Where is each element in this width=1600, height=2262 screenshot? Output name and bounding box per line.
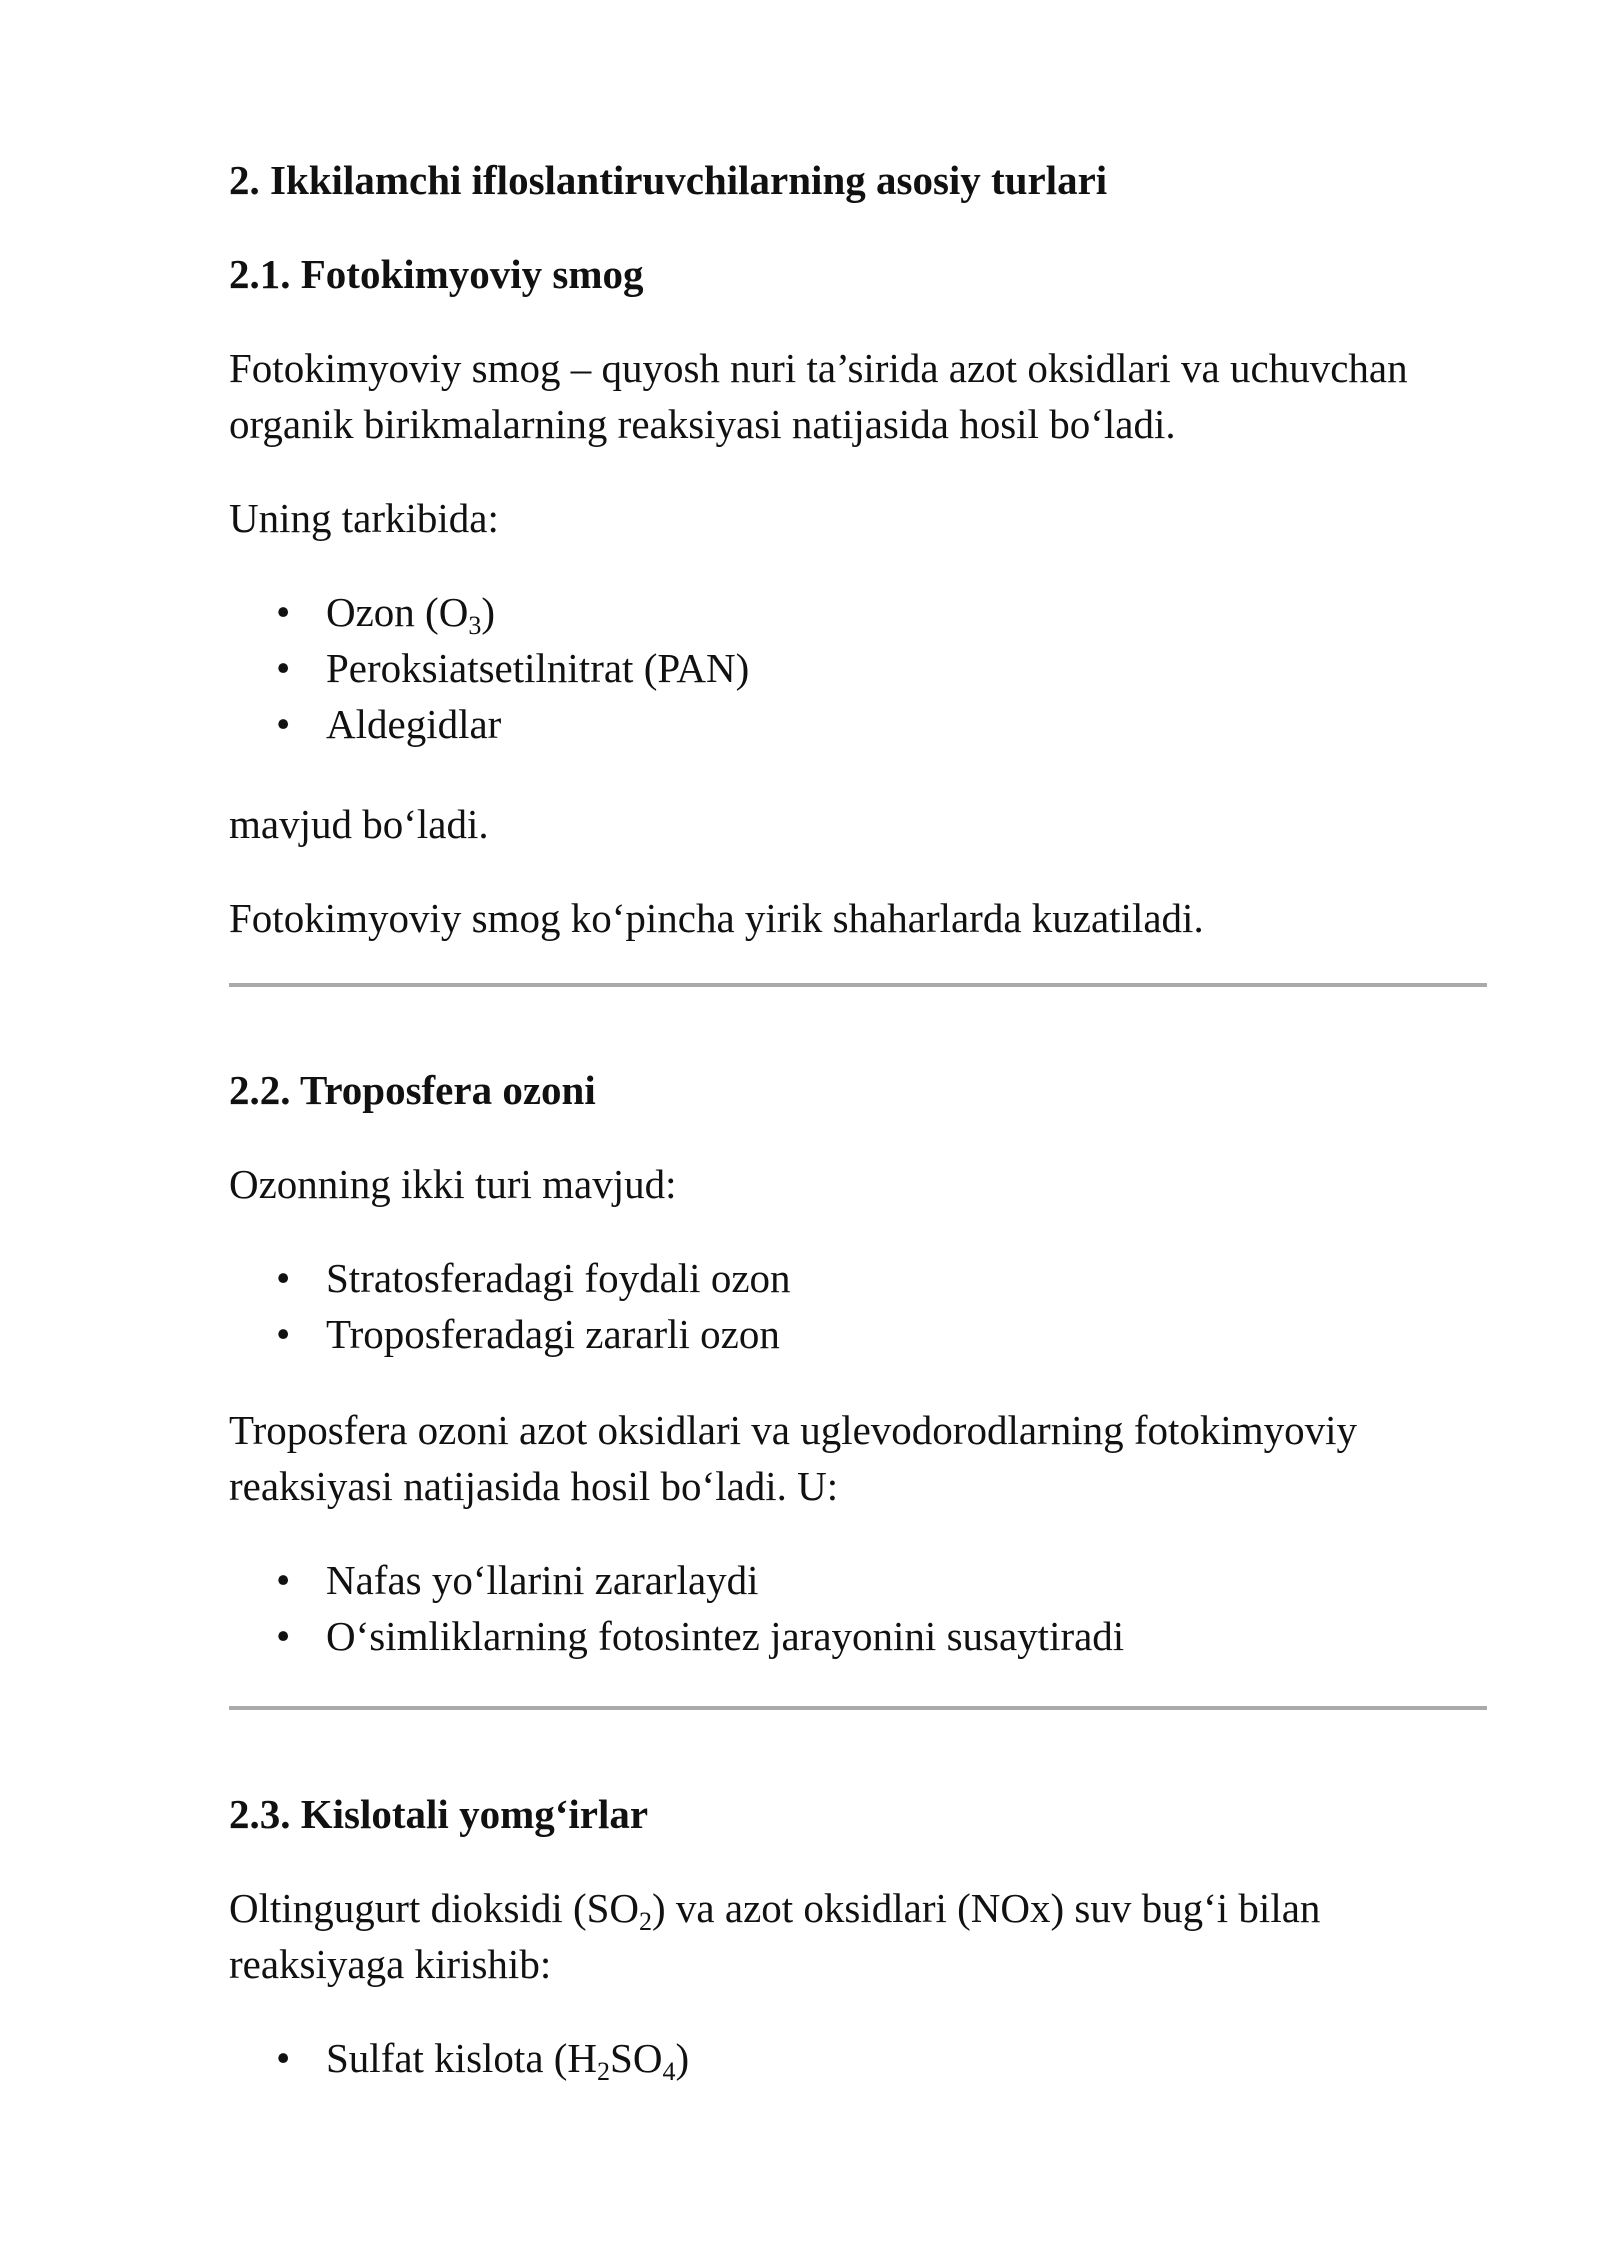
section-heading: [229, 152, 1487, 208]
list-item-text: ): [481, 589, 495, 635]
paragraph-line: Fotokimyoviy smog – quyosh nuri ta’sirida azot oksidlari va uchuvchan: [229, 345, 1408, 391]
paragraph-smog-cities: [229, 890, 1487, 946]
bullet-icon: •: [276, 645, 291, 691]
list-item: [229, 2030, 1487, 2086]
paragraph-smog-definition: [229, 340, 1487, 452]
subscript: 4: [662, 2057, 676, 2086]
section-divider: [229, 983, 1487, 987]
bullet-icon: •: [276, 1255, 291, 1301]
acid-products-list: [229, 2030, 1487, 2086]
list-item: [229, 584, 1487, 640]
subscript: 2: [597, 2057, 611, 2086]
bullet-icon: •: [276, 1311, 291, 1357]
list-item-text: O‘simliklarning fotosintez jarayonini susaytiradi: [326, 1613, 1125, 1659]
list-item-text: Troposferadagi zararli ozon: [326, 1311, 780, 1357]
bullet-icon: •: [276, 701, 291, 747]
section-divider: [229, 1706, 1487, 1710]
list-item-text: Nafas yo‘llarini zararlaydi: [326, 1557, 759, 1603]
paragraph-acid-rain: [229, 1880, 1487, 1992]
text-span: Oltingugurt dioksidi (SO: [229, 1885, 640, 1931]
paragraph-line: [229, 1880, 1487, 1936]
composition-list: [229, 584, 1487, 752]
list-item-text: SO: [610, 2035, 663, 2081]
paragraph-line: Troposfera ozoni azot oksidlari va uglevodorodlarning fotokimyoviy: [229, 1407, 1358, 1453]
paragraph-line: organik birikmalarning reaksiyasi natijasida hosil bo‘ladi.: [229, 401, 1176, 447]
subsection-heading-2-1: [229, 246, 1487, 302]
paragraph-text: Ozonning ikki turi mavjud:: [229, 1161, 677, 1207]
text-span: ) va azot oksidlari (NOx) suv bug‘i bilan: [652, 1885, 1321, 1931]
bullet-icon: •: [276, 2035, 291, 2081]
paragraph-text: mavjud bo‘ladi.: [229, 801, 489, 847]
subscript: 2: [639, 1907, 653, 1936]
list-item-text: Peroksiatsetilnitrat (PAN): [326, 645, 750, 691]
ozone-types-list: [229, 1250, 1487, 1362]
paragraph-line: reaksiyasi natijasida hosil bo‘ladi. U:: [229, 1463, 839, 1509]
list-item-text: Ozon (O: [326, 589, 469, 635]
section-title: 2. Ikkilamchi ifloslantiruvchilarning asosiy turlari: [229, 157, 1108, 203]
paragraph-ozone-types-intro: [229, 1156, 1487, 1212]
bullet-icon: •: [276, 1557, 291, 1603]
subsection-title: 2.2. Troposfera ozoni: [229, 1067, 596, 1113]
list-item: [229, 1608, 1487, 1664]
list-item: [229, 640, 1487, 696]
list-item: [229, 1552, 1487, 1608]
paragraph-after-list: [229, 796, 1487, 852]
list-item-text: ): [675, 2035, 690, 2081]
paragraph-text: Fotokimyoviy smog ko‘pincha yirik shaharlarda kuzatiladi.: [229, 895, 1204, 941]
paragraph-tropospheric-ozone: [229, 1402, 1487, 1514]
subsection-title: 2.3. Kislotali yomg‘irlar: [229, 1791, 649, 1837]
list-item: [229, 696, 1487, 752]
paragraph-line: reaksiyaga kirishib:: [229, 1941, 552, 1987]
subsection-heading-2-2: [229, 1062, 1487, 1118]
list-item: [229, 1306, 1487, 1362]
list-item: [229, 1250, 1487, 1306]
subsection-heading-2-3: [229, 1786, 1487, 1842]
subsection-title: 2.1. Fotokimyoviy smog: [229, 251, 644, 297]
list-item-text: Aldegidlar: [326, 701, 502, 747]
bullet-icon: •: [276, 589, 291, 635]
subscript: 3: [468, 611, 482, 640]
bullet-icon: •: [276, 1613, 291, 1659]
paragraph-text: Uning tarkibida:: [229, 495, 499, 541]
ozone-effects-list: [229, 1552, 1487, 1664]
paragraph-composition-intro: [229, 490, 1487, 546]
list-item-text: Sulfat kislota (H: [326, 2035, 598, 2081]
list-item-text: Stratosferadagi foydali ozon: [326, 1255, 791, 1301]
